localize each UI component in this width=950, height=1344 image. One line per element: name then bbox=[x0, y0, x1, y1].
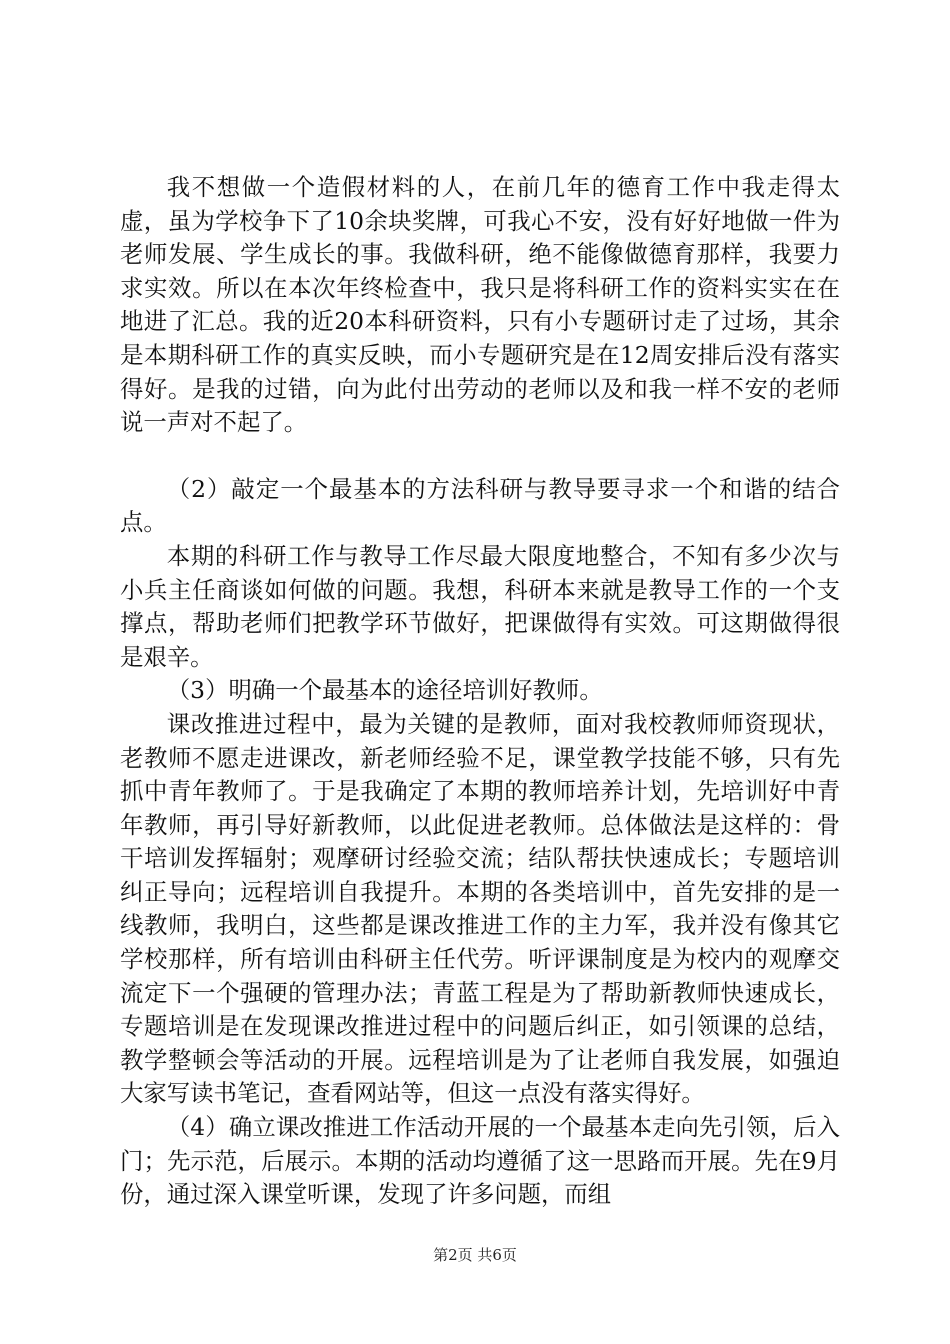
paragraph-heading-3: （3）明确一个最基本的途径培训好教师。 bbox=[166, 676, 603, 705]
paragraph-teacher-training: 课改推进过程中，最为关键的是教师，面对我校教师师资现状，老教师不愿走进课改，新老师经验不足，课堂教学技能不够，只有先抓中青年教师了。于是我确定了本期的教师培养计划，先培训好中青年教师，再引导好新教师，以此促进老教师。总体做法是这样的：骨干培训发挥辐射；观摩研讨经验交流；结队帮扶快速成长；专题培训纠正导向；远程培训自我提升。本期的各类培训中，首先安排的是一线教师，我明白，这些都是课改推进工作的主力军，我并没有像其它学校那样，所有培训由科研主任代劳。听评课制度是为校内的观摩交流定下一个强硬的管理办法；青蓝工程是为了帮助新教师快速成长，专题培训是在发现课改推进过程中的问题后纠正，如引领课的总结，教学整顿会等活动的开展。远程培训是为了让老师自我发展，如强迫大家写读书笔记，查看网站等，但这一点没有落实得好。 bbox=[120, 709, 840, 1108]
paragraph-heading-4: （4）确立课改推进工作活动开展的一个最基本走向先引领，后入门；先示范，后展示。本期的活动均遵循了这一思路而开展。先在9月份，通过深入课堂听课，发现了许多问题，而组 bbox=[120, 1113, 840, 1209]
paragraph-integration: 本期的科研工作与教导工作尽最大限度地整合，不知有多少次与小兵主任商谈如何做的问题。我想，科研本来就是教导工作的一个支撑点，帮助老师们把教学环节做好，把课做得有实效。可这期做得很是艰辛。 bbox=[120, 541, 840, 671]
document-body bbox=[120, 171, 840, 1212]
page-number-footer: 第2页 共6页 bbox=[433, 1246, 517, 1264]
paragraph-spacer bbox=[120, 440, 840, 473]
paragraph-honesty: 我不想做一个造假材料的人，在前几年的德育工作中我走得太虚，虽为学校争下了10余块奖牌，可我心不安，没有好好地做一件为老师发展、学生成长的事。我做科研，绝不能像做德育那样，我要力求实效。所以在本次年终检查中，我只是将科研工作的资料实实在在地进了汇总。我的近20本科研资料，只有小专题研讨走了过场，其余是本期科研工作的真实反映，而小专题研究是在12周安排后没有落实得好。是我的过错，向为此付出劳动的老师以及和我一样不安的老师说一声对不起了。 bbox=[120, 173, 840, 437]
paragraph-heading-2: （2）敲定一个最基本的方法科研与教导要寻求一个和谐的结合点。 bbox=[120, 474, 840, 537]
